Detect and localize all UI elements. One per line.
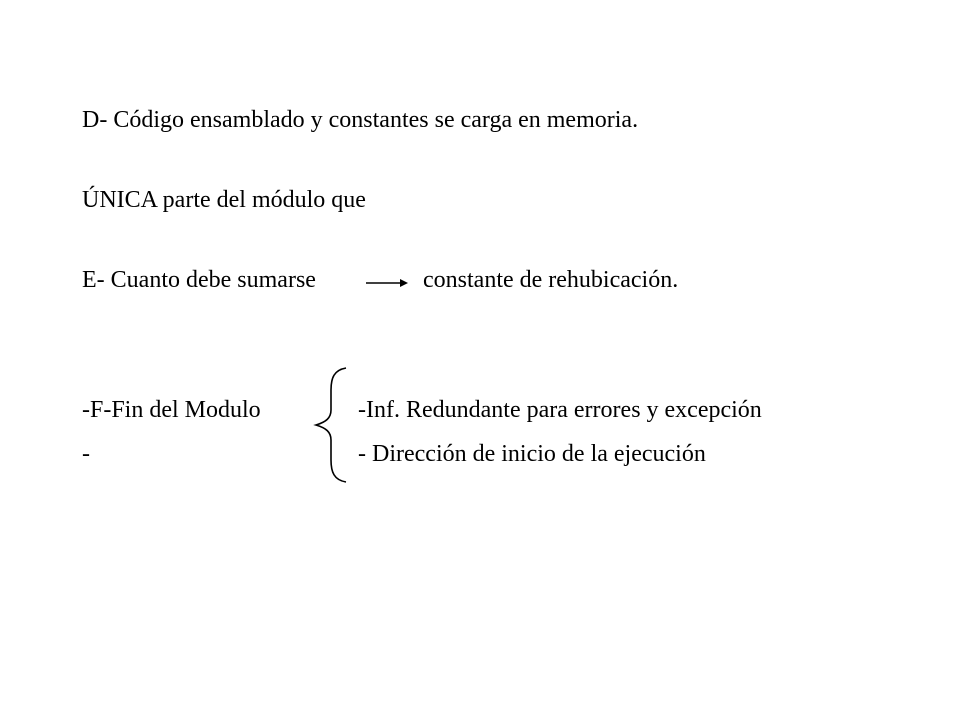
line-e-constante-rehubicacion: constante de rehubicación. bbox=[423, 267, 679, 293]
line-dash: - bbox=[82, 441, 90, 467]
line-direccion-inicio-ejecucion: - Dirección de inicio de la ejecución bbox=[358, 441, 706, 467]
right-arrow-icon bbox=[366, 277, 408, 289]
line-unica-parte: ÚNICA parte del módulo que bbox=[82, 187, 366, 213]
line-inf-redundante: -Inf. Redundante para errores y excepción bbox=[358, 397, 762, 423]
line-d-codigo-ensamblado: D- Código ensamblado y constantes se carga en memoria. bbox=[82, 107, 639, 133]
line-e-cuanto-debe-sumarse: E- Cuanto debe sumarse bbox=[82, 267, 316, 293]
line-f-fin-del-modulo: -F-Fin del Modulo bbox=[82, 397, 261, 423]
left-curly-brace-icon bbox=[312, 366, 348, 484]
